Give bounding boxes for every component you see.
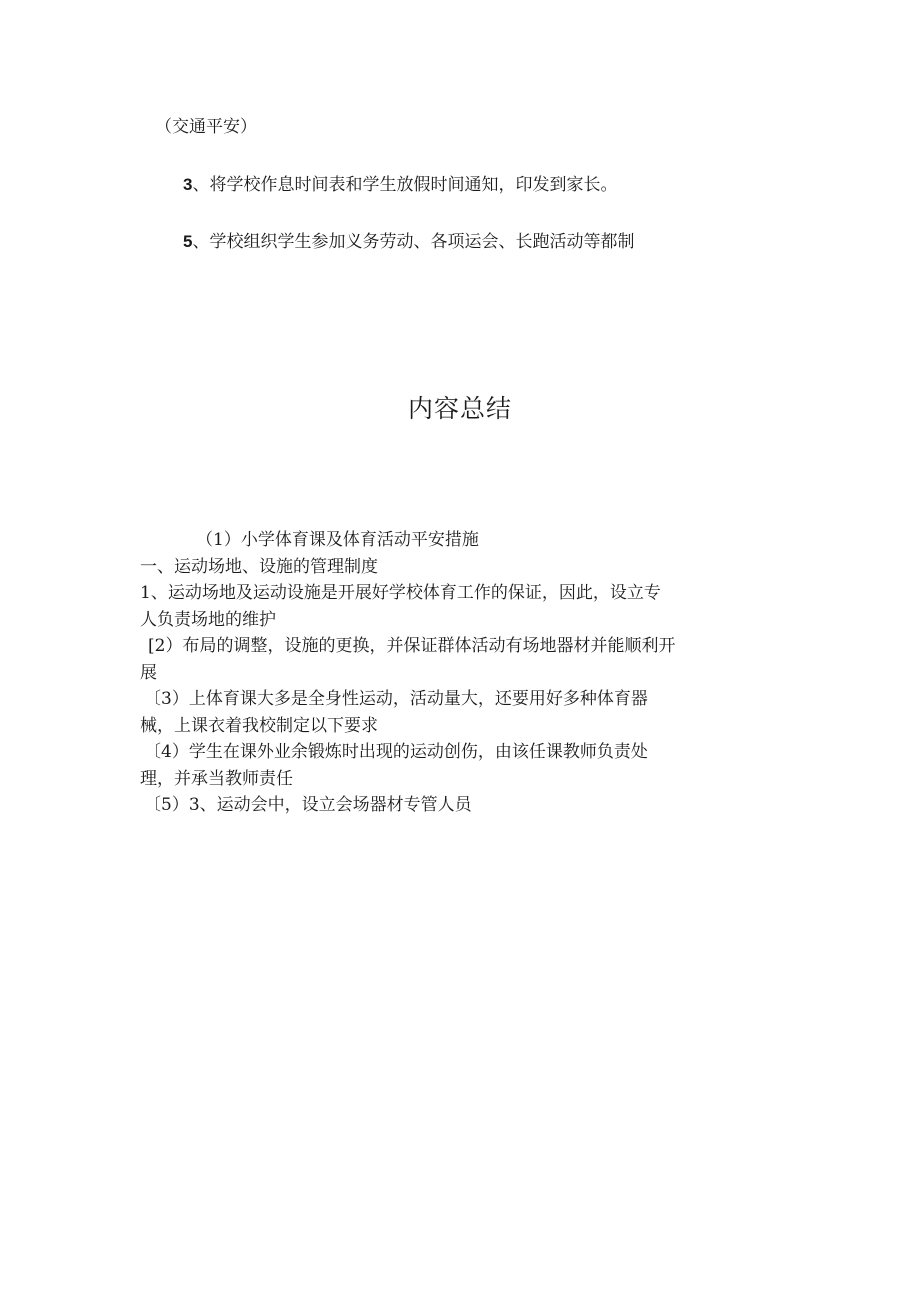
summary-section [140, 527, 780, 819]
page-title: 内容总结 [407, 394, 512, 423]
section-one-heading: 一、运动场地、设施的管理制度 [140, 556, 378, 577]
summary-heading: （1）小学体育课及体育活动平安措施 [196, 530, 479, 550]
paragraph-1-line-2: 人负责场地的维护 [140, 609, 276, 630]
item-5-text: 、学校组织学生参加义务劳动、各项运会、长跑活动等都制 [192, 232, 635, 252]
item-3 [183, 172, 617, 198]
paragraph-2-line-1: [2）布局的调整，设施的更换，并保证群体活动有场地器材并能顺利开 [148, 636, 676, 656]
item-5 [183, 229, 634, 255]
item-3-text: 、将学校作息时间表和学生放假时间通知，印发到家长。 [192, 175, 618, 195]
paragraph-4-line-2: 理，并承当教师责任 [140, 768, 293, 789]
paragraph-2-line-2: 展 [140, 662, 157, 683]
traffic-safety-note: （交通平安） [155, 117, 257, 137]
paragraph-5-line-1: 〔5）3、运动会中，设立会场器材专管人员 [144, 795, 472, 815]
paragraph-3-line-2: 械，上课衣着我校制定以下要求 [140, 715, 378, 736]
paragraph-3-line-1: 〔3）上体育课大多是全身性运动，活动量大，还要用好多种体育器 [144, 689, 648, 709]
paragraph-4-line-1: 〔4）学生在课外业余锻炼时出现的运动创伤，由该任课教师负责处 [144, 742, 648, 762]
item-3-number: 3 [183, 175, 193, 194]
paragraph-1-line-1: 1、运动场地及运动设施是开展好学校体育工作的保证，因此，设立专 [140, 583, 661, 603]
item-5-number: 5 [183, 232, 193, 251]
